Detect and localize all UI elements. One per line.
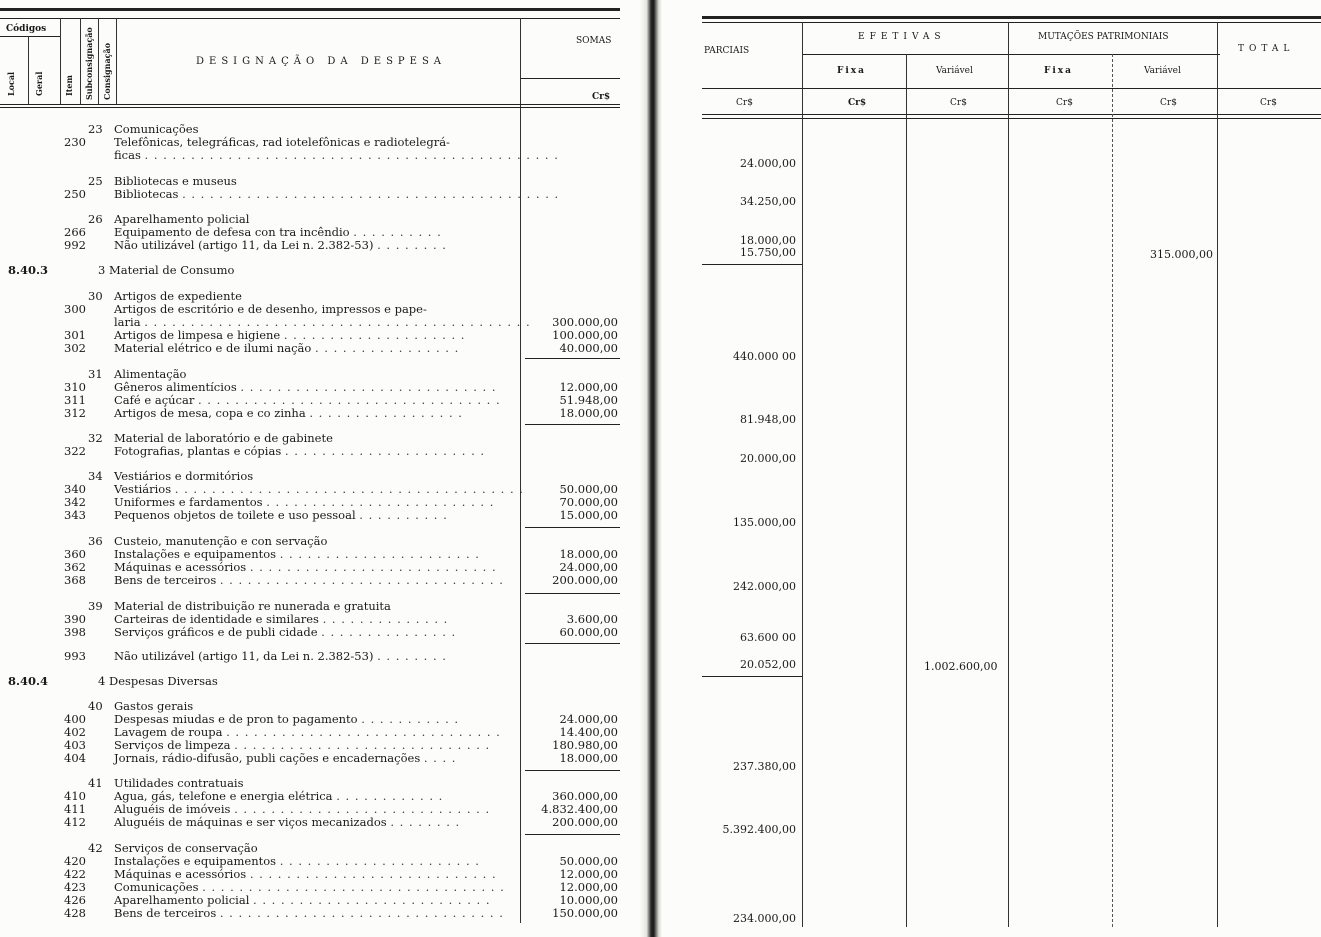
line-label: Serviços gráficos e de publi cidade — [114, 625, 318, 639]
top-rule — [0, 8, 620, 11]
line-value: 14.400,00 — [559, 725, 618, 739]
line-label: Material de distribuição re nunerada e gratuita — [114, 599, 391, 613]
subtotal-rule — [702, 264, 802, 265]
mutacoes-label: MUTAÇÕES PATRIMONIAIS — [1038, 32, 1169, 42]
line-code: 266 — [64, 225, 86, 239]
col-divider — [906, 54, 907, 927]
line-label: Artigos de escritório e de desenho, impressos e pape- — [114, 302, 427, 316]
top-rule-thin — [0, 18, 620, 19]
line-value: 18.000,00 — [559, 547, 618, 561]
subgroup-code: 25 — [88, 174, 103, 188]
right-page — [662, 0, 1321, 937]
line-label: Não utilizável (artigo 11, da Lei n. 2.382-53) — [114, 238, 374, 252]
line-label: Máquinas e acessórios — [114, 560, 247, 574]
subtotal-rule — [525, 770, 620, 771]
efetivas-variavel-value: 1.002.600,00 — [924, 660, 998, 673]
line-code: 312 — [64, 406, 86, 420]
line-text — [114, 342, 510, 355]
line-label: Não utilizável (artigo 11, da Lei n. 2.382-53) — [114, 649, 374, 663]
line-label: Máquinas e acessórios — [114, 867, 247, 881]
leader-dots: . . . . . . . . . . . . . . . . . . . . . . . . . . . . — [234, 738, 491, 752]
line-text — [114, 407, 510, 420]
somas-rule — [520, 78, 620, 79]
subconsignacao-label: Subconsignação — [84, 27, 94, 100]
line-code: 426 — [64, 893, 86, 907]
expense-line — [0, 445, 640, 458]
leader-dots: . . . . . . . . . . . . . . . . . . . . . . . . . . . — [249, 867, 497, 881]
subtotal-rule — [525, 593, 620, 594]
line-code: 300 — [64, 302, 86, 316]
line-code: 302 — [64, 341, 86, 355]
leader-dots: . . . . . . . . . . . . . . . . . . . . — [283, 328, 466, 342]
leader-dots: . . . . . . . . . . . . . . . . . . . . . . . . . . . . . . . . . — [198, 393, 501, 407]
parcial-value: 20.000,00 — [740, 452, 796, 465]
line-code: 423 — [64, 880, 86, 894]
leader-dots: . . . . . . . . . . . . . . . . — [314, 341, 460, 355]
line-value: 150.000,00 — [552, 906, 618, 920]
leader-dots: . . . . . . . . . . . . . . . . . . . . . . — [279, 854, 480, 868]
col-divider — [1217, 22, 1218, 927]
expense-line — [0, 816, 640, 829]
col-divider — [28, 36, 29, 104]
subgroup-code: 34 — [88, 469, 103, 483]
expense-line — [0, 239, 640, 252]
parcial-value: 18.000,00 — [740, 234, 796, 247]
line-label: Bens de terceiros — [114, 573, 217, 587]
expense-line — [0, 650, 640, 663]
leader-dots: . . . . . . . . . . . — [361, 712, 460, 726]
line-text — [114, 148, 559, 162]
leader-dots: . . . . . . . . . . . . . . . . . . . . . . . . . . . . . . . . . . . . . . — [174, 482, 524, 496]
line-label: Telefônicas, telegráficas, rad iotelefônicas e radiotelegrá- — [114, 135, 450, 149]
section-code: 8.40.4 — [8, 674, 49, 688]
subtotal-rule — [525, 424, 620, 425]
leader-dots: . . . . . . . . . . — [353, 225, 442, 239]
subgroup-code: 32 — [88, 431, 103, 445]
expense-line — [0, 149, 640, 162]
leader-dots: . . . . . . . . . . . . . . . . . . . . . . . . . . . . . . . . . . . . . . . . . . — [144, 315, 531, 329]
line-label: Material de laboratório e de gabinete — [114, 431, 333, 445]
efetivas-variavel-label: Variável — [936, 66, 973, 76]
subgroup-code: 23 — [88, 122, 103, 136]
subtotal-rule — [525, 643, 620, 644]
line-label: Equipamento de defesa con tra incêndio — [114, 225, 350, 239]
line-text — [114, 574, 510, 587]
parcial-value: 242.000,00 — [733, 580, 796, 593]
line-value: 40.000,00 — [559, 341, 618, 355]
section-title: 4 Despesas Diversas — [98, 674, 218, 688]
line-value: 24.000,00 — [559, 712, 618, 726]
col-divider — [1112, 54, 1113, 927]
leader-dots: . . . . . . . . . . . . . . . . . . . . . . — [284, 444, 486, 458]
header-rule — [0, 104, 620, 105]
line-label: Uniformes e fardamentos — [114, 495, 263, 509]
somas-currency: Cr$ — [592, 92, 611, 102]
header-rule-3 — [702, 118, 1321, 119]
expense-line — [0, 752, 640, 765]
line-label: Carteiras de identidade e similares — [114, 612, 319, 626]
line-code: 310 — [64, 380, 86, 394]
parcial-value: 440.000 00 — [733, 350, 796, 363]
leader-dots: . . . . . . . . . . . . . . . . . . . . . . — [279, 547, 480, 561]
header-subrule — [802, 54, 1220, 55]
header-rule — [702, 88, 1321, 89]
col-divider — [98, 18, 99, 104]
codigos-rule — [0, 36, 60, 37]
somas-label: SOMAS — [576, 36, 612, 46]
line-code: 311 — [64, 393, 86, 407]
line-code: 368 — [64, 573, 86, 587]
line-label: Pequenos objetos de toilete e uso pessoal — [114, 508, 356, 522]
leader-dots: . . . . . . . . . . . . . . . . . . . . . . . . . . . . — [240, 380, 497, 394]
leader-dots: . . . . . . . . . . — [359, 508, 448, 522]
col-divider — [80, 18, 81, 104]
line-label: Comunicações — [114, 880, 199, 894]
line-label: Utilidades contratuais — [114, 776, 244, 790]
line-value: 100.000,00 — [552, 328, 618, 342]
line-code: 412 — [64, 815, 86, 829]
line-value: 360.000,00 — [552, 789, 618, 803]
expense-line — [0, 342, 640, 355]
leader-dots: . . . . . . . . — [390, 815, 461, 829]
parcial-value: 135.000,00 — [733, 516, 796, 529]
line-text — [114, 650, 510, 663]
parcial-value: 237.380,00 — [733, 760, 796, 773]
line-code: 230 — [64, 135, 86, 149]
local-label: Local — [6, 71, 16, 96]
line-code: 340 — [64, 482, 86, 496]
subgroup-code: 41 — [88, 776, 103, 790]
leader-dots: . . . . . . . . . . . . . . — [322, 612, 449, 626]
leader-dots: . . . . — [423, 751, 457, 765]
line-label: Jornais, rádio-difusão, publi cações e encadernações — [114, 751, 421, 765]
line-code: 301 — [64, 328, 86, 342]
leader-dots: . . . . . . . . . . . . . . . . . . . . . . . . . . . . . . . . . . . . . . . . . — [182, 187, 560, 201]
header-rule-2 — [702, 114, 1321, 115]
expense-line — [0, 509, 640, 522]
line-label: Bens de terceiros — [114, 906, 217, 920]
top-rule-thin — [702, 22, 1321, 23]
line-code: 360 — [64, 547, 86, 561]
line-label: Gêneros alimentícios — [114, 380, 237, 394]
leader-dots: . . . . . . . . . . . . . . . . . . . . . . . . . . . . . . . . . — [202, 880, 505, 894]
expense-line — [0, 907, 640, 920]
line-code: 400 — [64, 712, 86, 726]
parciais-label: PARCIAIS — [704, 46, 750, 56]
line-text — [114, 752, 510, 765]
line-value: 4.832.400,00 — [541, 802, 618, 816]
line-label: Aparelhamento policial — [114, 893, 250, 907]
line-label: Comunicações — [114, 122, 199, 136]
line-code: 993 — [64, 649, 86, 663]
line-text — [114, 445, 510, 458]
line-label: Serviços de conservação — [114, 841, 258, 855]
line-value: 50.000,00 — [559, 482, 618, 496]
line-label: Serviços de limpeza — [114, 738, 231, 752]
book-binding — [640, 0, 662, 937]
col-divider — [116, 18, 117, 104]
line-text — [114, 816, 510, 829]
codigos-label: Códigos — [6, 24, 47, 34]
expense-line — [0, 574, 640, 587]
section-title: 3 Material de Consumo — [98, 263, 235, 277]
line-value: 200.000,00 — [552, 815, 618, 829]
line-label: Custeio, manutenção e con servação — [114, 534, 328, 548]
leader-dots: . . . . . . . . . . . . . . . . . . . . . . . . . — [266, 495, 495, 509]
line-value: 200.000,00 — [552, 573, 618, 587]
parcial-value: 24.000,00 — [740, 157, 796, 170]
mutacoes-fixa-currency: Cr$ — [1056, 98, 1073, 108]
parcial-value: 81.948,00 — [740, 413, 796, 426]
col-divider — [1008, 22, 1009, 927]
line-label: Aluguéis de imóveis — [114, 802, 231, 816]
line-code: 390 — [64, 612, 86, 626]
leader-dots: . . . . . . . . . . . . . . . . . . . . . . . . . . . . . . . — [219, 906, 504, 920]
parcial-value: 234.000,00 — [733, 912, 796, 925]
expense-line — [0, 626, 640, 639]
line-label: Gastos gerais — [114, 699, 194, 713]
line-code: 992 — [64, 238, 86, 252]
line-code: 420 — [64, 854, 86, 868]
line-label: Instalações e equipamentos — [114, 854, 277, 868]
line-value: 24.000,00 — [559, 560, 618, 574]
line-label: Bibliotecas e museus — [114, 174, 237, 188]
total-currency: Cr$ — [1260, 98, 1277, 108]
leader-dots: . . . . . . . . . . . . . . . . . . . . . . . . . . . — [249, 560, 497, 574]
expense-line — [0, 407, 640, 420]
section-row — [0, 263, 640, 278]
parcial-value: 5.392.400,00 — [722, 823, 796, 836]
line-label: Artigos de expediente — [114, 289, 242, 303]
subgroup-code: 40 — [88, 699, 103, 713]
geral-label: Geral — [34, 71, 44, 96]
line-label: Bibliotecas — [114, 187, 179, 201]
efetivas-label: EFETIVAS — [858, 32, 946, 42]
leader-dots: . . . . . . . . . . . . . . . . . . . . . . . . . . . . . . — [226, 725, 501, 739]
line-code: 410 — [64, 789, 86, 803]
leader-dots: . . . . . . . . . . . . . . . . . . . . . . . . . . . . . . . . . . . . . . . . . . . . . — [144, 148, 559, 162]
line-text — [114, 187, 560, 201]
efetivas-fixa-currency: Cr$ — [848, 98, 867, 108]
line-code: 402 — [64, 725, 86, 739]
consignacao-label: Consignação — [102, 42, 112, 100]
parcial-value: 20.052,00 — [740, 658, 796, 671]
leader-dots: . . . . . . . . . . . . . . . — [321, 625, 457, 639]
line-value: 12.000,00 — [559, 880, 618, 894]
line-label: Lavagem de roupa — [114, 725, 223, 739]
col-divider — [802, 22, 803, 927]
line-value: 70.000,00 — [559, 495, 618, 509]
line-code: 250 — [64, 187, 86, 201]
line-label: Alimentação — [114, 367, 187, 381]
item-label: Item — [64, 75, 74, 96]
parciais-currency: Cr$ — [736, 98, 753, 108]
line-code: 411 — [64, 802, 86, 816]
col-divider — [60, 18, 61, 104]
left-page — [0, 0, 640, 937]
line-code: 398 — [64, 625, 86, 639]
line-text — [114, 907, 510, 920]
line-label: Café e açúcar — [114, 393, 195, 407]
line-label: Artigos de limpesa e higiene — [114, 328, 281, 342]
leader-dots: . . . . . . . . — [377, 649, 447, 663]
line-code: 428 — [64, 906, 86, 920]
mutacoes-fixa-label: Fixa — [1044, 66, 1074, 76]
designacao-title: DESIGNAÇÃO DA DESPESA — [196, 56, 447, 67]
line-text — [114, 239, 510, 252]
efetivas-variavel-currency: Cr$ — [950, 98, 967, 108]
subgroup-code: 39 — [88, 599, 103, 613]
parcial-value: 34.250,00 — [740, 195, 796, 208]
expense-line — [0, 188, 640, 201]
line-value: 180.980,00 — [552, 738, 618, 752]
line-text — [114, 509, 510, 522]
line-value: 51.948,00 — [559, 393, 618, 407]
line-code: 342 — [64, 495, 86, 509]
leader-dots: . . . . . . . . . . . . . . . . . . . . . . . . . . . . — [234, 802, 491, 816]
line-label: Despesas miudas e de pron to pagamento — [114, 712, 358, 726]
line-label: Aluguéis de máquinas e ser viços mecanizados — [114, 815, 387, 829]
line-value: 12.000,00 — [559, 867, 618, 881]
line-label: Agua, gás, telefone e energia elétrica — [114, 789, 333, 803]
subgroup-code: 30 — [88, 289, 103, 303]
line-value: 15.000,00 — [559, 508, 618, 522]
line-label: Material elétrico e de ilumi nação — [114, 341, 312, 355]
line-value: 10.000,00 — [559, 893, 618, 907]
line-label: Aparelhamento policial — [114, 212, 250, 226]
line-value: 60.000,00 — [559, 625, 618, 639]
line-value: 12.000,00 — [559, 380, 618, 394]
efetivas-fixa-label: Fixa — [837, 66, 867, 76]
leader-dots: . . . . . . . . . . . . . . . . . . . . . . . . . . . . . . . — [219, 573, 504, 587]
subtotal-rule — [525, 527, 620, 528]
line-label: Fotografias, plantas e cópias — [114, 444, 282, 458]
line-label: laria — [114, 315, 141, 329]
subgroup-code: 26 — [88, 212, 103, 226]
line-label: Instalações e equipamentos — [114, 547, 277, 561]
parcial-value: 15.750,00 — [740, 246, 796, 259]
mutacoes-variavel-currency: Cr$ — [1160, 98, 1177, 108]
subtotal-rule — [702, 676, 802, 677]
value-404: 18.000,00 — [559, 751, 618, 765]
line-label: Artigos de mesa, copa e co zinha — [114, 406, 306, 420]
line-code: 322 — [64, 444, 86, 458]
subgroup-code: 42 — [88, 841, 103, 855]
mutacoes-variavel-label: Variável — [1144, 66, 1181, 76]
section-code: 8.40.3 — [8, 263, 49, 277]
line-value: 18.000,00 — [559, 406, 618, 420]
line-code: 343 — [64, 508, 86, 522]
subgroup-code: 31 — [88, 367, 103, 381]
leader-dots: . . . . . . . . . . . . — [336, 789, 444, 803]
total-label: TOTAL — [1238, 44, 1295, 54]
line-code: 362 — [64, 560, 86, 574]
line-code: 422 — [64, 867, 86, 881]
subgroup-code: 36 — [88, 534, 103, 548]
line-value: 300.000,00 — [552, 315, 618, 329]
section-row — [0, 674, 640, 689]
line-label: Vestiários — [114, 482, 172, 496]
line-code: 403 — [64, 738, 86, 752]
line-code: 404 — [64, 751, 86, 765]
leader-dots: . . . . . . . . . . . . . . . . . . . . . . . . . . — [253, 893, 491, 907]
line-label: Vestiários e dormitórios — [114, 469, 254, 483]
line-value: 3.600,00 — [566, 612, 618, 626]
leader-dots: . . . . . . . . . . . . . . . . . — [309, 406, 463, 420]
line-value: 50.000,00 — [559, 854, 618, 868]
header-rule-2 — [0, 107, 620, 108]
line-label: ficas — [114, 148, 141, 162]
top-rule — [702, 16, 1321, 19]
parcial-value: 63.600 00 — [740, 631, 796, 644]
mutacoes-variavel-value: 315.000,00 — [1150, 248, 1213, 261]
subtotal-rule — [525, 834, 620, 835]
line-text — [114, 626, 510, 639]
leader-dots: . . . . . . . . — [377, 238, 447, 252]
subtotal-rule — [525, 358, 620, 359]
